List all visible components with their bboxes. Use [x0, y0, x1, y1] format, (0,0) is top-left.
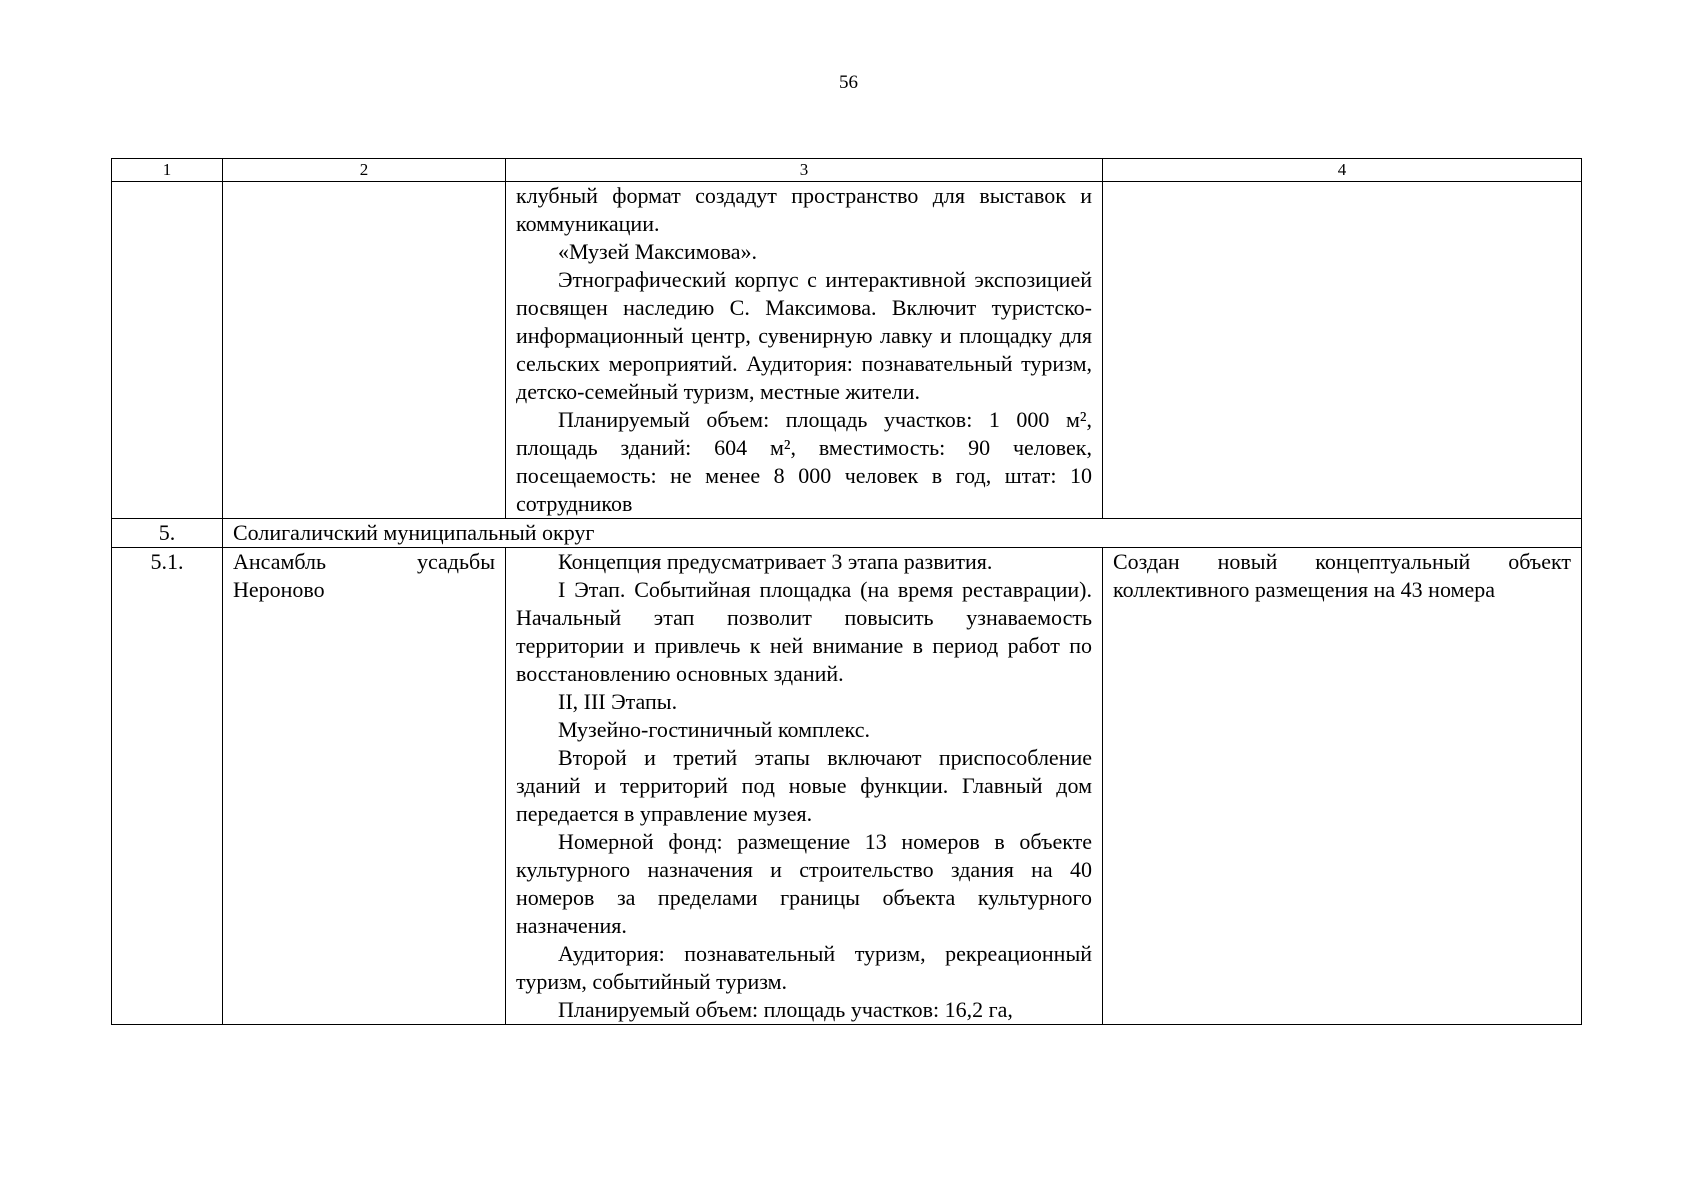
description-paragraph: II, III Этапы. — [558, 689, 678, 714]
description-paragraph: Второй и третий этапы включают приспособление зданий и территорий под новые функции. Главный дом передается в управление музея. — [516, 745, 1092, 826]
description-paragraph: «Музей Максимова». — [558, 239, 758, 264]
result-cell: Создан новый концептуальный объект коллективного размещения на 43 номера — [1103, 548, 1582, 1025]
description-paragraph: Номерной фонд: размещение 13 номеров в объекте культурного назначения и строительство здания на 40 номеров за пределами границы объекта культурного назначения. — [516, 829, 1092, 938]
description-paragraph: Музейно-гостиничный комплекс. — [558, 717, 870, 742]
result-cell — [1103, 182, 1582, 519]
page-number: 56 — [839, 72, 858, 93]
object-name-cell: Ансамбль усадьбы Нероново — [223, 548, 506, 1025]
column-header-3: 3 — [506, 159, 1103, 182]
description-paragraph: Аудитория: познавательный туризм, рекреационный туризм, событийный туризм. — [516, 941, 1092, 994]
column-header-2: 2 — [223, 159, 506, 182]
section-title: Солигаличский муниципальный округ — [223, 519, 1582, 548]
column-header-4: 4 — [1103, 159, 1582, 182]
column-header-1: 1 — [112, 159, 223, 182]
description-paragraph: Планируемый объем: площадь участков: 1 000 м², площадь зданий: 604 м², вместимость: 90 человек, посещаемость: не менее 8 000 человек в год, штат: 10 сотрудников — [516, 407, 1092, 516]
description-paragraph: Концепция предусматривает 3 этапа развития. — [558, 549, 993, 574]
description-cell — [506, 182, 1103, 519]
document-table — [111, 158, 1582, 1025]
section-number: 5. — [112, 519, 223, 548]
section-row — [112, 519, 1582, 548]
row-number-cell — [112, 182, 223, 519]
table-header-row — [112, 159, 1582, 182]
row-number-cell: 5.1. — [112, 548, 223, 1025]
description-paragraph: клубный формат создадут пространство для выставок и коммуникации. — [516, 183, 1092, 236]
table-row — [112, 548, 1582, 1025]
object-name-cell — [223, 182, 506, 519]
description-paragraph: I Этап. Событийная площадка (на время реставрации). Начальный этап позволит повысить узнаваемость территории и привлечь к ней внимание в период работ по восстановлению основных зданий. — [516, 577, 1092, 686]
description-paragraph: Этнографический корпус с интерактивной экспозицией посвящен наследию С. Максимова. Включит туристско-информационный центр, сувенирную лавку и площадку для сельских мероприятий. Аудитория: познавательный туризм, детско-семейный туризм, местные жители. — [516, 267, 1092, 404]
table-row — [112, 182, 1582, 519]
description-cell — [506, 548, 1103, 1025]
description-paragraph: Планируемый объем: площадь участков: 16,2 га, — [558, 997, 1013, 1022]
